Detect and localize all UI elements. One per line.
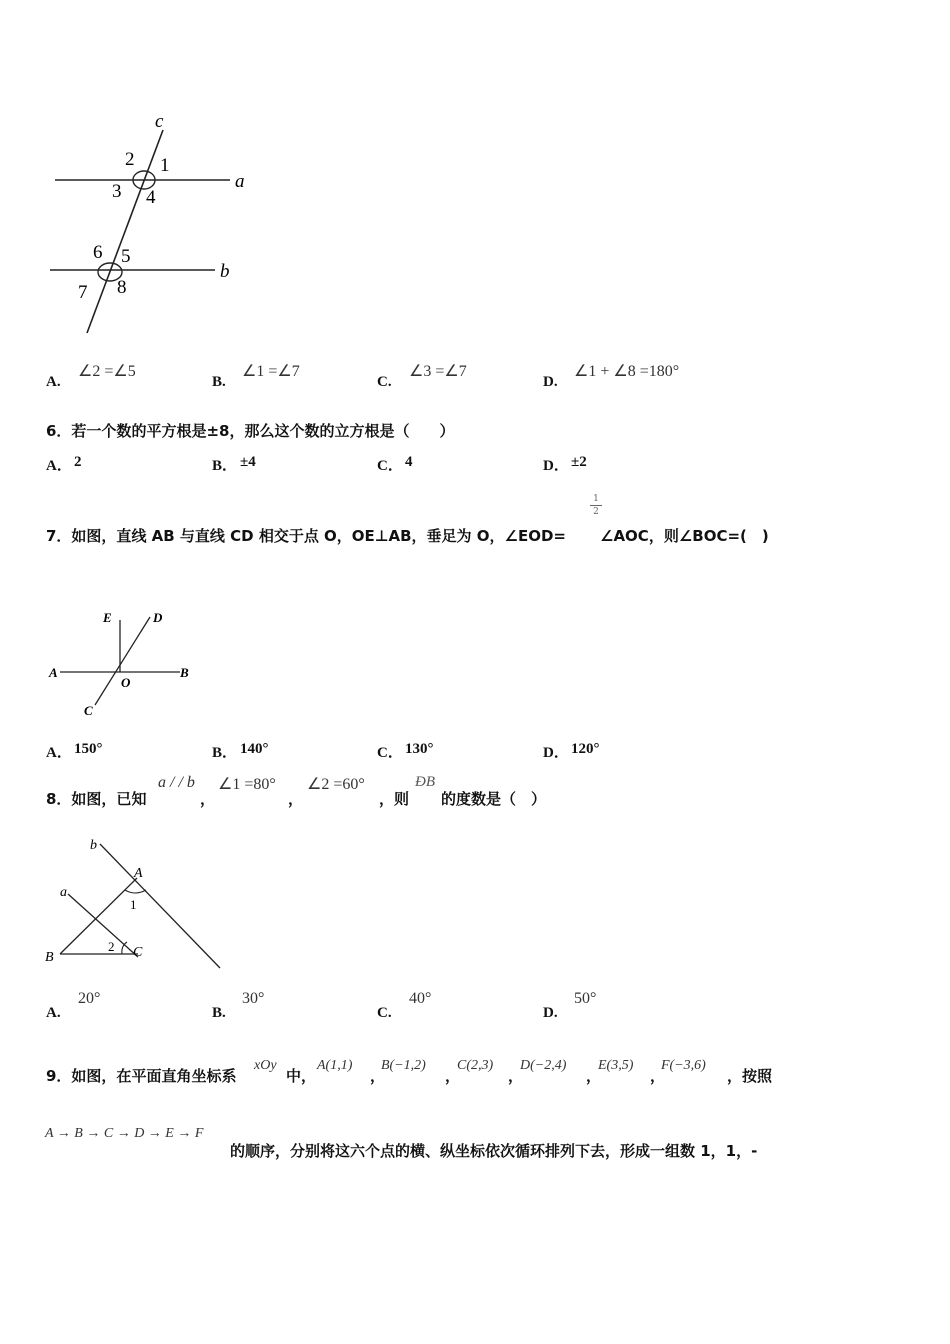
q7-option-d-value: 120° <box>571 741 600 757</box>
q8-option-b-label: B. <box>212 1005 226 1021</box>
q7-fraction <box>590 494 602 517</box>
q5-option-a-value: ∠2 =∠5 <box>78 363 136 380</box>
q6-option-a-label: A． <box>46 458 72 474</box>
q9-point-e: E(3,5) <box>598 1058 634 1073</box>
q7-option-a-label: A． <box>46 745 72 761</box>
label-D: D <box>153 610 163 625</box>
label-C: C <box>84 703 93 718</box>
q9-point-a: A(1,1) <box>317 1058 353 1073</box>
q5-option-d-label: D. <box>543 374 558 390</box>
q8-prefix: 8．如图，已知 <box>46 790 147 808</box>
q8-figure <box>40 832 230 972</box>
q8-mid: ，则 <box>379 790 410 808</box>
q8-option-d-value: 50° <box>574 990 597 1007</box>
q9-point-b: B(−1,2) <box>381 1058 426 1073</box>
q7-option-c-value: 130° <box>405 741 434 757</box>
label-E: E <box>103 610 112 625</box>
q5-option-b-label: B. <box>212 374 226 390</box>
q8-option-b-value: 30° <box>242 990 265 1007</box>
label-c: c <box>155 111 164 132</box>
q6-option-b-label: B． <box>212 458 238 474</box>
q7-option-d-label: D． <box>543 745 569 761</box>
q5-option-d-value: ∠1 + ∠8 =180° <box>574 363 680 380</box>
q5-option-c-value: ∠3 =∠7 <box>409 363 467 380</box>
q6-option-c-value: 4 <box>405 454 413 470</box>
q9-point-c: C(2,3) <box>457 1058 494 1073</box>
q9-point-f: F(−3,6) <box>661 1058 706 1073</box>
angle-1-arc <box>125 890 146 893</box>
label-b: b <box>220 261 230 282</box>
label-B: B <box>180 665 189 680</box>
q8-option-a-value: 20° <box>78 990 101 1007</box>
q8-option-d-label: D. <box>543 1005 558 1021</box>
q6-option-a-value: 2 <box>74 454 82 470</box>
q8-sep1: ， <box>200 790 216 808</box>
q8-expr-angle2: ∠2 =60° <box>307 776 365 793</box>
label-4: 4 <box>146 187 156 208</box>
q9-sequence: A → B → C → D → E → F <box>45 1126 204 1141</box>
q5-figure <box>45 105 260 340</box>
q8-option-a-label: A. <box>46 1005 61 1021</box>
line-cd <box>95 617 150 705</box>
q8-expr-parallel: a / / b <box>158 774 195 791</box>
line-b <box>100 844 220 968</box>
label-a: a <box>60 885 67 900</box>
label-2: 2 <box>125 149 135 170</box>
q9-prefix: 9．如图，在平面直角坐标系 <box>46 1067 237 1085</box>
q8-expr-angle1: ∠1 =80° <box>218 776 276 793</box>
q7-option-a-value: 150° <box>74 741 103 757</box>
q9-line2: 的顺序，分别将这六个点的横、纵坐标依次循环排列下去，形成一组数 1，1，- <box>230 1142 758 1160</box>
label-3: 3 <box>112 181 122 202</box>
q7-figure <box>45 605 200 720</box>
label-A: A <box>134 866 143 881</box>
q6-text: 6．若一个数的平方根是±8，那么这个数的立方根是（ ） <box>46 422 455 440</box>
label-1: 1 <box>130 897 137 912</box>
label-A: A <box>49 665 58 680</box>
line-a <box>68 894 138 957</box>
q7-fraction-bar <box>590 505 602 506</box>
q7-text-part1: 7．如图，直线 AB 与直线 CD 相交于点 O，OE⊥AB，垂足为 O，∠EOD= <box>46 527 566 545</box>
label-a: a <box>235 171 245 192</box>
q9-mid: 中， <box>286 1067 317 1085</box>
label-2: 2 <box>108 939 115 954</box>
q6-option-b-value: ±4 <box>240 454 256 470</box>
q6-option-d-label: D． <box>543 458 569 474</box>
q7-option-b-label: B． <box>212 745 238 761</box>
q7-fraction-numerator: 1 <box>593 494 599 504</box>
q6-option-d-value: ±2 <box>571 454 587 470</box>
q5-option-a-label: A. <box>46 374 61 390</box>
q7-fraction-denominator: 2 <box>593 507 599 517</box>
label-6: 6 <box>93 242 103 263</box>
q8-expr-angleB: ÐB <box>415 774 435 790</box>
q9-system: xOy <box>254 1058 277 1073</box>
q8-suffix: 的度数是（ ） <box>441 790 547 808</box>
q8-option-c-value: 40° <box>409 990 432 1007</box>
label-b: b <box>90 838 97 853</box>
label-C: C <box>133 945 143 960</box>
label-B: B <box>45 950 54 965</box>
q7-option-b-value: 140° <box>240 741 269 757</box>
q9-suffix: ，按照 <box>727 1067 773 1085</box>
q6-option-c-label: C． <box>377 458 403 474</box>
q5-option-b-value: ∠1 =∠7 <box>242 363 300 380</box>
label-1: 1 <box>160 155 170 176</box>
label-7: 7 <box>78 282 88 303</box>
q8-option-c-label: C. <box>377 1005 392 1021</box>
q8-sep2: ， <box>288 790 304 808</box>
label-O: O <box>121 675 131 690</box>
q9-point-d: D(−2,4) <box>520 1058 567 1073</box>
q5-option-c-label: C. <box>377 374 392 390</box>
q7-text-part2: ∠AOC，则∠BOC=( ) <box>600 527 769 545</box>
label-8: 8 <box>117 277 127 298</box>
q7-option-c-label: C． <box>377 745 403 761</box>
label-5: 5 <box>121 246 131 267</box>
